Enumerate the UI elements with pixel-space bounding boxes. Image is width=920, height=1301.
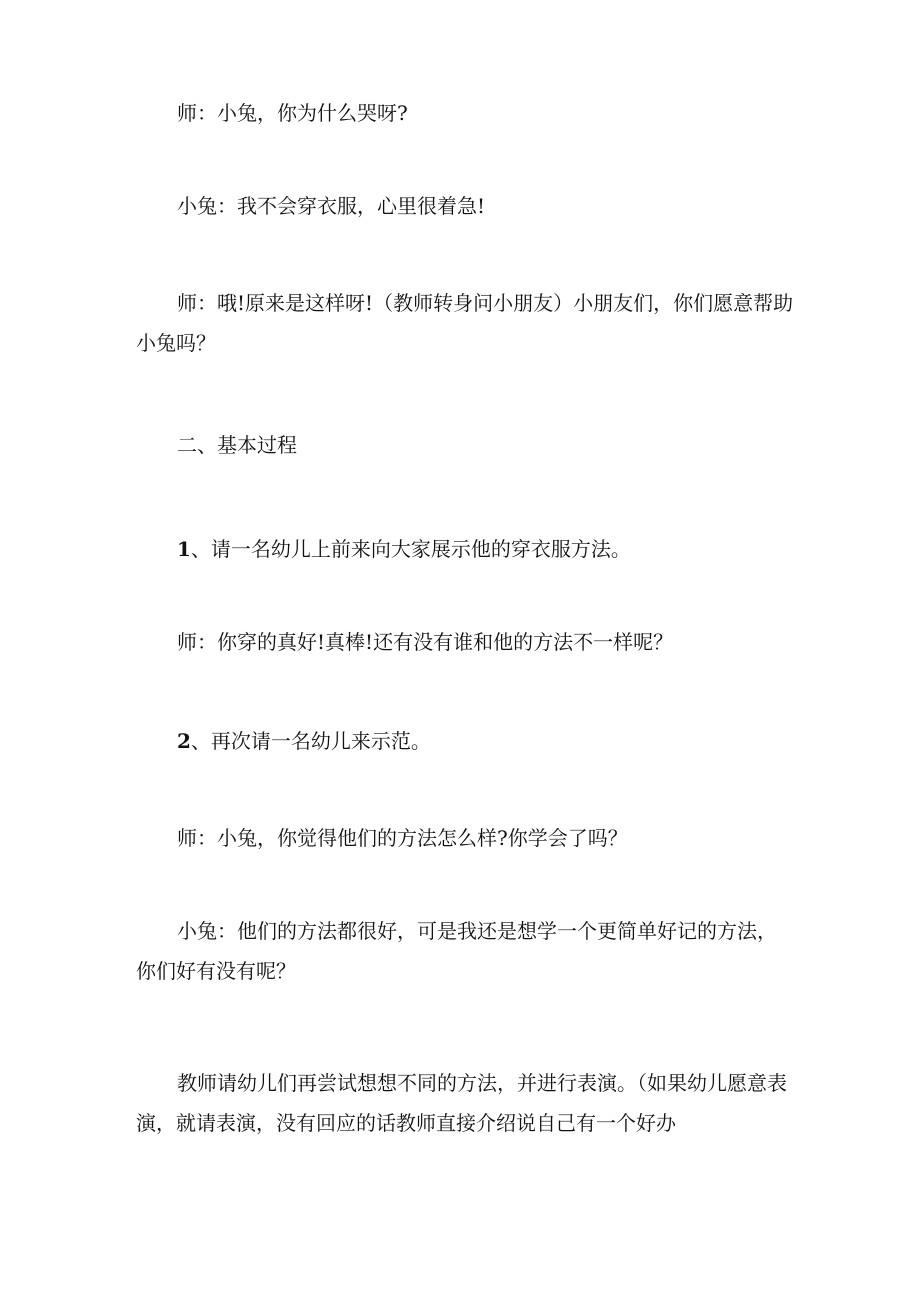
paragraph-text: 小兔：他们的方法都很好，可是我还是想学一个更简单好记的方法，你们好有没有呢？ xyxy=(136,919,777,983)
paragraph-teacher-praise xyxy=(136,622,796,662)
paragraph-rabbit-answer xyxy=(136,186,796,226)
paragraph-text: 小兔：我不会穿衣服，心里很着急! xyxy=(177,194,486,218)
step-1 xyxy=(136,529,796,569)
paragraph-teacher-question xyxy=(136,93,796,133)
paragraph-text: 教师请幼儿们再尝试想想不同的方法，并进行表演。（如果幼儿愿意表演，就请表演，没有回应的话教师直接介绍说自己有一个好办 xyxy=(136,1071,787,1135)
paragraph-teacher-ask-children xyxy=(136,283,796,363)
paragraph-teacher-instruction xyxy=(136,1063,796,1143)
step-2 xyxy=(136,721,796,761)
step-number: 2 xyxy=(177,729,191,753)
paragraph-text: 师：小兔，你觉得他们的方法怎么样?你学会了吗？ xyxy=(177,826,628,850)
paragraph-rabbit-reply xyxy=(136,911,796,991)
paragraph-text: 师：你穿的真好!真棒!还有没有谁和他的方法不一样呢？ xyxy=(177,630,674,654)
paragraph-text: 师：小兔，你为什么哭呀? xyxy=(177,101,408,125)
paragraph-text: 师：哦!原来是这样呀!（教师转身问小朋友）小朋友们，你们愿意帮助小兔吗？ xyxy=(136,291,794,355)
step-number: 1 xyxy=(177,537,191,561)
paragraph-text: 、再次请一名幼儿来示范。 xyxy=(190,729,431,753)
heading-text: 二、基本过程 xyxy=(177,433,297,457)
paragraph-teacher-ask-rabbit xyxy=(136,818,796,858)
paragraph-text: 、请一名幼儿上前来向大家展示他的穿衣服方法。 xyxy=(190,537,631,561)
section-heading xyxy=(136,425,796,465)
